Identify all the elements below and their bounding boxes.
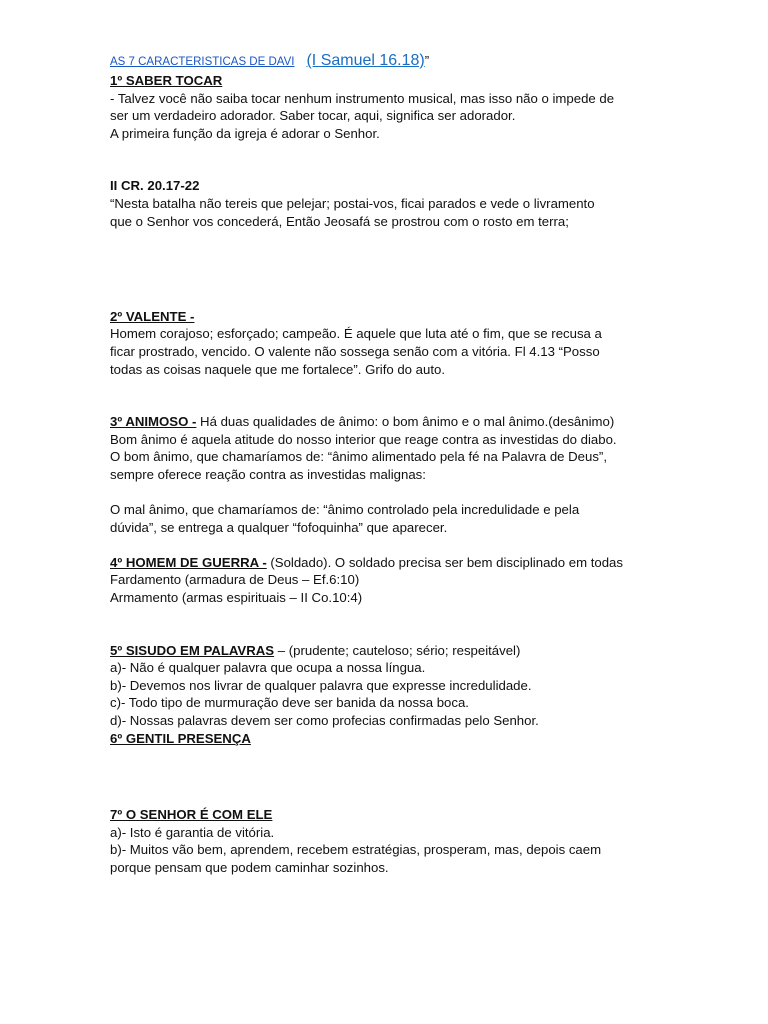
section-5-line-2: b)- Devemos nos livrar de qualquer palavra que expresse incredulidade.	[110, 677, 532, 693]
section-7-line-1: a)- Isto é garantia de vitória.	[110, 824, 275, 840]
section-3-line-3: sempre oferece reação contra as investidas malignas:	[110, 466, 426, 482]
scripture-reference-link[interactable]: (I Samuel 16.18)	[306, 52, 425, 69]
section-3-line-4: O mal ânimo, que chamaríamos de: “ânimo controlado pela incredulidade e pela	[110, 502, 580, 518]
section-4-heading-rest: (Soldado). O soldado precisa ser bem disciplinado em todas	[266, 554, 623, 570]
section-3-line-1: Bom ânimo é aquela atitude do nosso interior que reage contra as investidas do diabo.	[110, 431, 617, 447]
spacer	[110, 747, 670, 806]
section-4-line-2: Armamento (armas espirituais – II Co.10:4)	[110, 590, 363, 606]
section-5-line-4: d)- Nossas palavras devem ser como profecias confirmadas pelo Senhor.	[110, 713, 539, 729]
section-6-heading: 6º GENTIL PRESENÇA	[110, 730, 251, 746]
section-2-heading: 2º VALENTE -	[110, 308, 195, 324]
section-1-heading: 1º SABER TOCAR	[110, 73, 223, 88]
spacer	[110, 142, 670, 177]
document-title-link[interactable]: AS 7 CARACTERISTICAS DE DAVI	[110, 56, 295, 68]
section-2-line-1: Homem corajoso; esforçado; campeão. É aquele que luta até o fim, que se recusa a	[110, 326, 602, 342]
cr-heading: II CR. 20.17-22	[110, 178, 200, 194]
spacer	[110, 230, 670, 290]
document-page	[110, 52, 670, 877]
section-4-heading-row	[110, 554, 670, 572]
section-3-heading-row	[110, 413, 670, 431]
cr-line-1: “Nesta batalha não tereis que pelejar; postai-vos, ficai parados e vede o livramento	[110, 195, 595, 211]
section-5-line-1: a)- Não é qualquer palavra que ocupa a nossa língua.	[110, 660, 426, 676]
section-3-heading-rest: Há duas qualidades de ânimo: o bom ânimo e o mal ânimo.(desânimo)	[196, 414, 615, 430]
spacer	[110, 378, 670, 413]
section-5-heading: 5º SISUDO EM PALAVRAS	[110, 642, 275, 658]
section-7-heading: 7º O SENHOR É COM ELE	[110, 807, 273, 823]
section-7-line-2: b)- Muitos vão bem, aprendem, recebem estratégias, prosperam, mas, depois caem	[110, 842, 602, 858]
title-row	[110, 52, 670, 72]
spacer	[110, 484, 670, 502]
spacer	[110, 536, 670, 554]
cr-line-2: que o Senhor vos concederá, Então Jeosafá se prostrou com o rosto em terra;	[110, 213, 569, 229]
section-4-heading: 4º HOMEM DE GUERRA -	[110, 554, 267, 570]
section-3-heading: 3º ANIMOSO -	[110, 414, 197, 430]
section-5-heading-row	[110, 642, 670, 660]
section-1-line-1: - Talvez você não saiba tocar nenhum instrumento musical, mas isso não o impede de	[110, 90, 615, 106]
section-1-line-2: ser um verdadeiro adorador. Saber tocar, aqui, significa ser adorador.	[110, 108, 516, 124]
spacer	[110, 607, 670, 642]
section-5-heading-rest: – (prudente; cauteloso; sério; respeitável)	[274, 642, 521, 658]
spacer	[110, 290, 670, 308]
section-4-line-1: Fardamento (armadura de Deus – Ef.6:10)	[110, 572, 360, 588]
section-3-line-2: O bom ânimo, que chamaríamos de: “ânimo alimentado pela fé na Palavra de Deus”,	[110, 449, 607, 465]
section-5-line-3: c)- Todo tipo de murmuração deve ser banida da nossa boca.	[110, 695, 469, 711]
section-2-line-2: ficar prostrado, vencido. O valente não sossega senão com a vitória. Fl 4.13 “Posso	[110, 343, 600, 359]
section-1-line-3: A primeira função da igreja é adorar o Senhor.	[110, 125, 380, 141]
section-3-line-5: dúvida”, se entrega a qualquer “fofoquinha” que aparecer.	[110, 519, 448, 535]
quote-mark: ”	[424, 53, 430, 68]
section-7-line-3: porque pensam que podem caminhar sozinhos.	[110, 860, 389, 875]
section-2-line-3: todas as coisas naquele que me fortalece”. Grifo do auto.	[110, 361, 446, 377]
